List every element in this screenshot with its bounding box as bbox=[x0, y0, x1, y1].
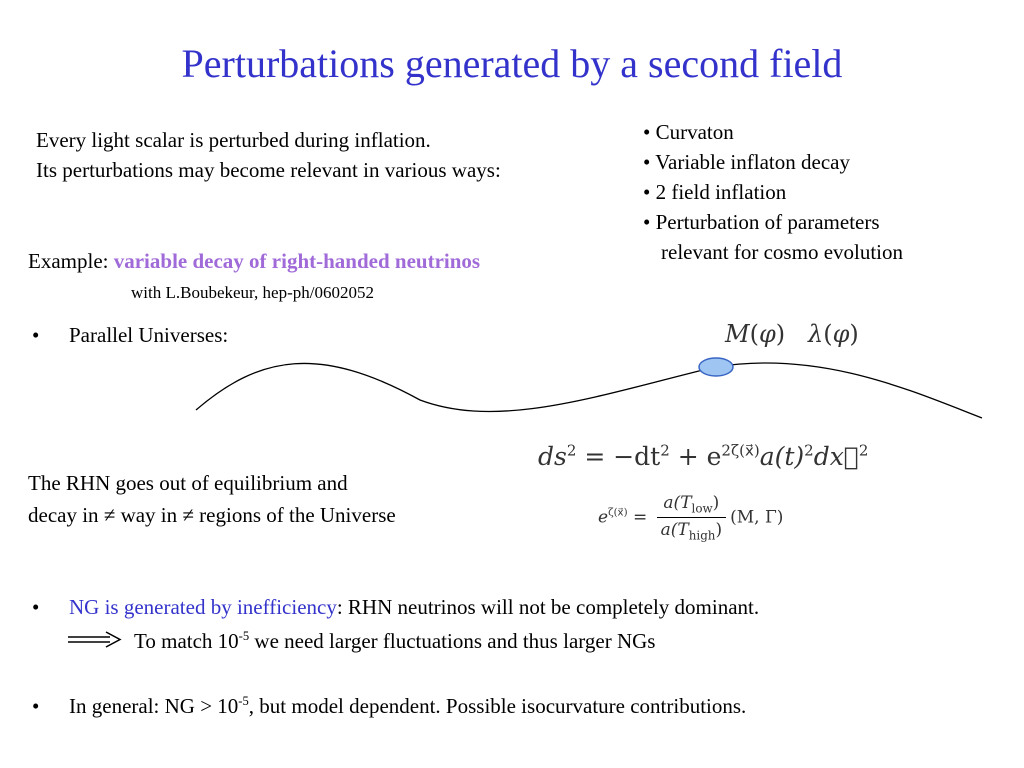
ng-match-line bbox=[134, 626, 655, 656]
phi-symbol-2: φ bbox=[832, 320, 850, 348]
ratio-equation bbox=[598, 493, 783, 543]
field-position-marker bbox=[699, 358, 733, 376]
general-exp: -5 bbox=[238, 694, 249, 708]
ratio-lhs-exponent: ζ(x⃗) bbox=[608, 507, 628, 519]
rhn-line-1: The RHN goes out of equilibrium and bbox=[28, 471, 348, 495]
ng-match-exp: -5 bbox=[238, 629, 250, 643]
intro-line-2: Its perturbations may become relevant in various ways: bbox=[36, 158, 501, 182]
ng-bullet: • bbox=[32, 595, 40, 619]
rhn-line-2: decay in ≠ way in ≠ regions of the Universe bbox=[28, 503, 396, 527]
implies-arrow-icon bbox=[66, 630, 122, 650]
ratio-num-text: a(T bbox=[663, 493, 692, 513]
example-credit: with L.Boubekeur, hep-ph/0602052 bbox=[131, 283, 374, 302]
intro-line-1: Every light scalar is perturbed during inflation. bbox=[36, 128, 431, 152]
ways-item-parameters-cont: relevant for cosmo evolution bbox=[661, 240, 904, 264]
mass-symbol: M bbox=[725, 320, 750, 348]
ng-rest: : RHN neutrinos will not be completely dominant. bbox=[336, 595, 760, 619]
parallel-bullet: • bbox=[32, 323, 40, 347]
metric-sq-1: 2 bbox=[566, 441, 577, 460]
lambda-symbol: λ bbox=[808, 320, 824, 348]
ratio-lhs-base: e bbox=[598, 507, 609, 528]
metric-eq: = −dt bbox=[576, 442, 661, 471]
metric-dx: dx⃗ bbox=[813, 442, 859, 471]
ratio-den-text: a(T bbox=[660, 520, 689, 541]
slide-title: Perturbations generated by a second field bbox=[181, 41, 843, 86]
metric-plus-exp: + e bbox=[669, 442, 722, 471]
metric-exponent: 2ζ(x⃗) bbox=[721, 441, 760, 460]
ng-line bbox=[69, 592, 759, 622]
example-highlight: variable decay of right-handed neutrinos bbox=[113, 249, 481, 273]
metric-sq-4: 2 bbox=[858, 441, 869, 460]
general-post: , but model dependent. Possible isocurvature contributions. bbox=[248, 694, 747, 718]
example-prefix: Example: bbox=[28, 249, 114, 273]
ratio-den-sub: high bbox=[688, 528, 716, 543]
general-line bbox=[69, 691, 746, 721]
ng-match-post: we need larger fluctuations and thus larger NGs bbox=[249, 629, 656, 653]
general-bullet: • bbox=[32, 694, 40, 718]
metric-scale-factor: a(t) bbox=[759, 442, 805, 471]
general-pre: In general: NG > 10 bbox=[69, 694, 239, 718]
ways-item-curvaton: • Curvaton bbox=[643, 120, 734, 144]
field-dependence-formula: M(φ) λ(φ) bbox=[725, 320, 859, 348]
ratio-denominator bbox=[657, 518, 726, 542]
ng-match-pre: To match 10 bbox=[134, 629, 239, 653]
field-potential-curve bbox=[196, 363, 982, 418]
ng-highlight: NG is generated by inefficiency bbox=[69, 595, 337, 619]
metric-equation bbox=[538, 442, 868, 471]
parallel-label: Parallel Universes: bbox=[69, 323, 229, 347]
metric-lhs: ds bbox=[538, 442, 567, 471]
ways-item-variable-decay: • Variable inflaton decay bbox=[643, 150, 850, 174]
ratio-equals: = bbox=[632, 507, 648, 528]
phi-symbol: φ bbox=[758, 320, 776, 348]
ratio-num-close: ) bbox=[712, 493, 720, 513]
ratio-numerator bbox=[657, 493, 726, 518]
ratio-fraction bbox=[657, 493, 726, 543]
ratio-num-sub: low bbox=[691, 501, 713, 516]
ratio-den-close: ) bbox=[715, 520, 723, 541]
ways-item-parameters: • Perturbation of parameters bbox=[643, 210, 880, 234]
rhn-text bbox=[28, 467, 396, 531]
ways-item-2field: • 2 field inflation bbox=[643, 180, 787, 204]
metric-sq-3: 2 bbox=[804, 441, 814, 460]
metric-sq-2: 2 bbox=[660, 441, 670, 460]
ratio-rhs: (M, Γ) bbox=[730, 507, 784, 528]
